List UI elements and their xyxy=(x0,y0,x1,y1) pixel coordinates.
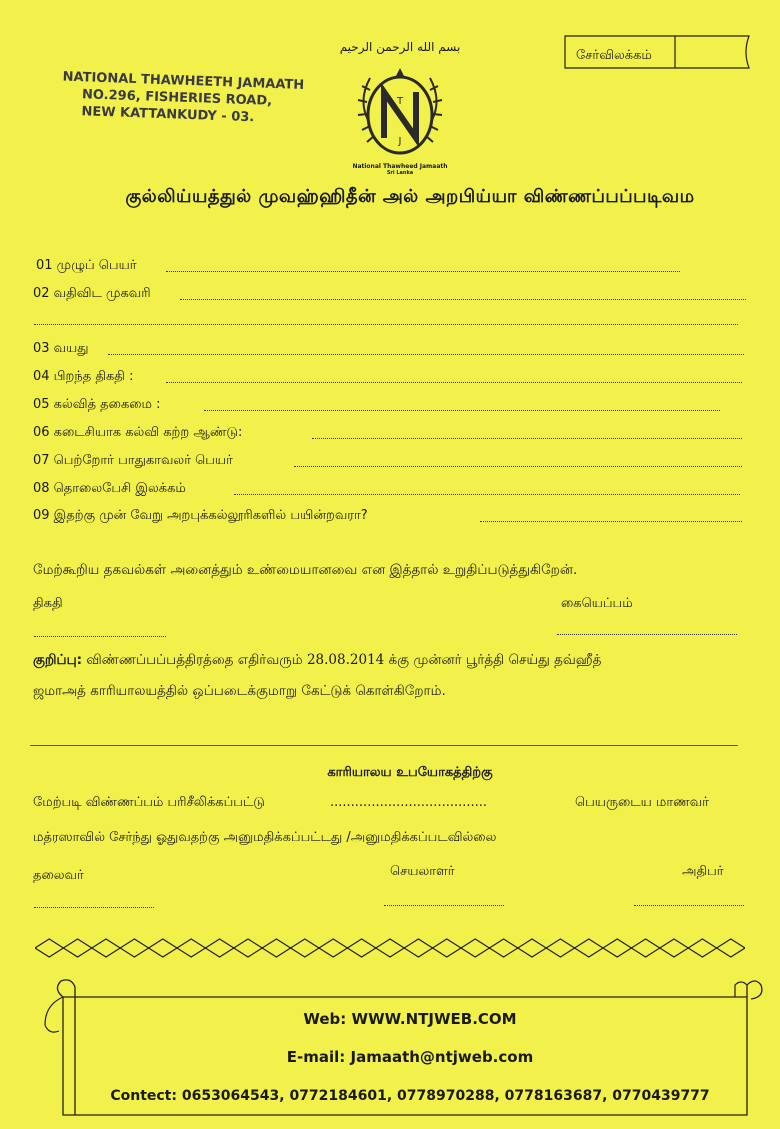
field-full-name-label: 01 முழுப் பெயர் xyxy=(36,258,137,273)
note-line-1a: விண்ணப்பப்பத்திரத்தை எதிர்வரும் xyxy=(86,652,303,668)
field-education-line[interactable] xyxy=(204,410,720,411)
office-line-1-label: மேற்படி விண்ணப்பம் பரிசீலிக்கப்பட்டு xyxy=(33,795,265,810)
field-previous-college-label: 09 இதற்கு முன் வேறு அறபுக்கல்லூரிகளில் பயின்றவரா? xyxy=(33,508,368,523)
svg-text:J: J xyxy=(398,136,402,147)
note-date: 28.08.2014 xyxy=(306,652,385,668)
contact-web: Web: WWW.NTJWEB.COM xyxy=(303,1010,517,1028)
signature-line[interactable] xyxy=(557,634,737,635)
field-dob-label: 04 பிறந்த திகதி : xyxy=(33,369,134,384)
logo-caption xyxy=(320,163,480,176)
field-address-label: 02 வதிவிட முகவரி xyxy=(33,286,151,301)
bismillah-text: بسم الله الرحمن الرحيم xyxy=(339,40,461,54)
office-line-2: மத்ரஸாவில் சேர்ந்து ஓதுவதற்கு அனுமதிக்கப்பட்டது /அனுமதிக்கப்படவில்லை xyxy=(33,830,497,845)
field-full-name-line[interactable] xyxy=(166,271,680,272)
declaration-text: மேற்கூறிய தகவல்கள் அனைத்தும் உண்மையானவை என இத்தால் உறுதிப்படுத்துகிறேன். xyxy=(33,562,578,578)
date-line[interactable] xyxy=(34,636,166,637)
secretary-sign-line[interactable] xyxy=(384,905,504,906)
signature-label: கையெப்பம் xyxy=(561,596,633,611)
stamp-line-1: NATIONAL THAWHEETH JAMAATH xyxy=(62,69,305,93)
field-phone-line[interactable] xyxy=(234,494,740,495)
form-title: குல்லிய்யத்துல் முவஹ்ஹிதீன் அல் அறபிய்யா விண்ணப்பப்படிவம xyxy=(125,186,695,207)
address-stamp xyxy=(61,69,305,127)
note-line-2: ஜமாஅத் காரியாலயத்தில் ஒப்படைக்குமாறு கேட்டுக் கொள்கிறோம். xyxy=(33,683,446,699)
principal-sign-line[interactable] xyxy=(634,905,744,906)
logo-sub: Sri Lanka xyxy=(386,170,414,176)
note-line-1b: க்கு முன்னர் பூர்த்தி செய்து தவ்ஹீத் xyxy=(388,652,602,668)
field-previous-college-line[interactable] xyxy=(480,521,742,522)
logo-name: National Thawheed Jamaath xyxy=(352,163,448,170)
office-use-title: காரியாலய உபயோகத்திற்கு xyxy=(327,765,493,780)
ntj-logo-icon xyxy=(340,60,460,180)
field-parent-name-line[interactable] xyxy=(294,466,742,467)
principal-label: அதிபர் xyxy=(682,864,724,879)
secretary-label: செயலாளர் xyxy=(390,864,455,879)
field-last-year-line[interactable] xyxy=(312,438,742,439)
field-age-line[interactable] xyxy=(108,354,744,355)
chairman-sign-line[interactable] xyxy=(34,907,154,908)
field-address-line-1[interactable] xyxy=(180,299,746,300)
office-line-1-suffix: பெயருடைய மாணவர் xyxy=(575,795,709,810)
stamp-line-2: NO.296, FISHERIES ROAD, xyxy=(81,87,273,109)
field-address-line-2[interactable] xyxy=(34,324,738,325)
field-last-year-label: 06 கடைசியாக கல்வி கற்ற ஆண்டு: xyxy=(33,425,243,440)
note-block xyxy=(33,645,743,707)
stamp-line-3: NEW KATTANKUDY - 03. xyxy=(81,104,255,126)
note-prefix: குறிப்பு: xyxy=(33,652,83,668)
contact-phones: Contect: 0653064543, 0772184601, 0778970288, 0778163687, 0770439777 xyxy=(110,1088,710,1104)
field-age-label: 03 வயது xyxy=(33,341,89,356)
field-dob-line[interactable] xyxy=(166,382,742,383)
contact-email: E-mail: Jamaath@ntjweb.com xyxy=(286,1048,534,1066)
registration-label: சேர்விலக்கம் xyxy=(576,48,652,63)
office-line-1-dots[interactable]: ...................................... xyxy=(330,795,488,810)
field-phone-label: 08 தொலைபேசி இலக்கம் xyxy=(33,481,186,496)
svg-text:T: T xyxy=(396,96,404,107)
date-label: திகதி xyxy=(33,596,63,611)
field-parent-name-label: 07 பெற்றோர் பாதுகாவலர் பெயர் xyxy=(33,453,233,468)
chairman-label: தலைவர் xyxy=(33,868,84,883)
field-education-label: 05 கல்வித் தகைமை : xyxy=(33,397,161,412)
diamond-border xyxy=(35,937,745,959)
section-divider xyxy=(30,745,738,746)
